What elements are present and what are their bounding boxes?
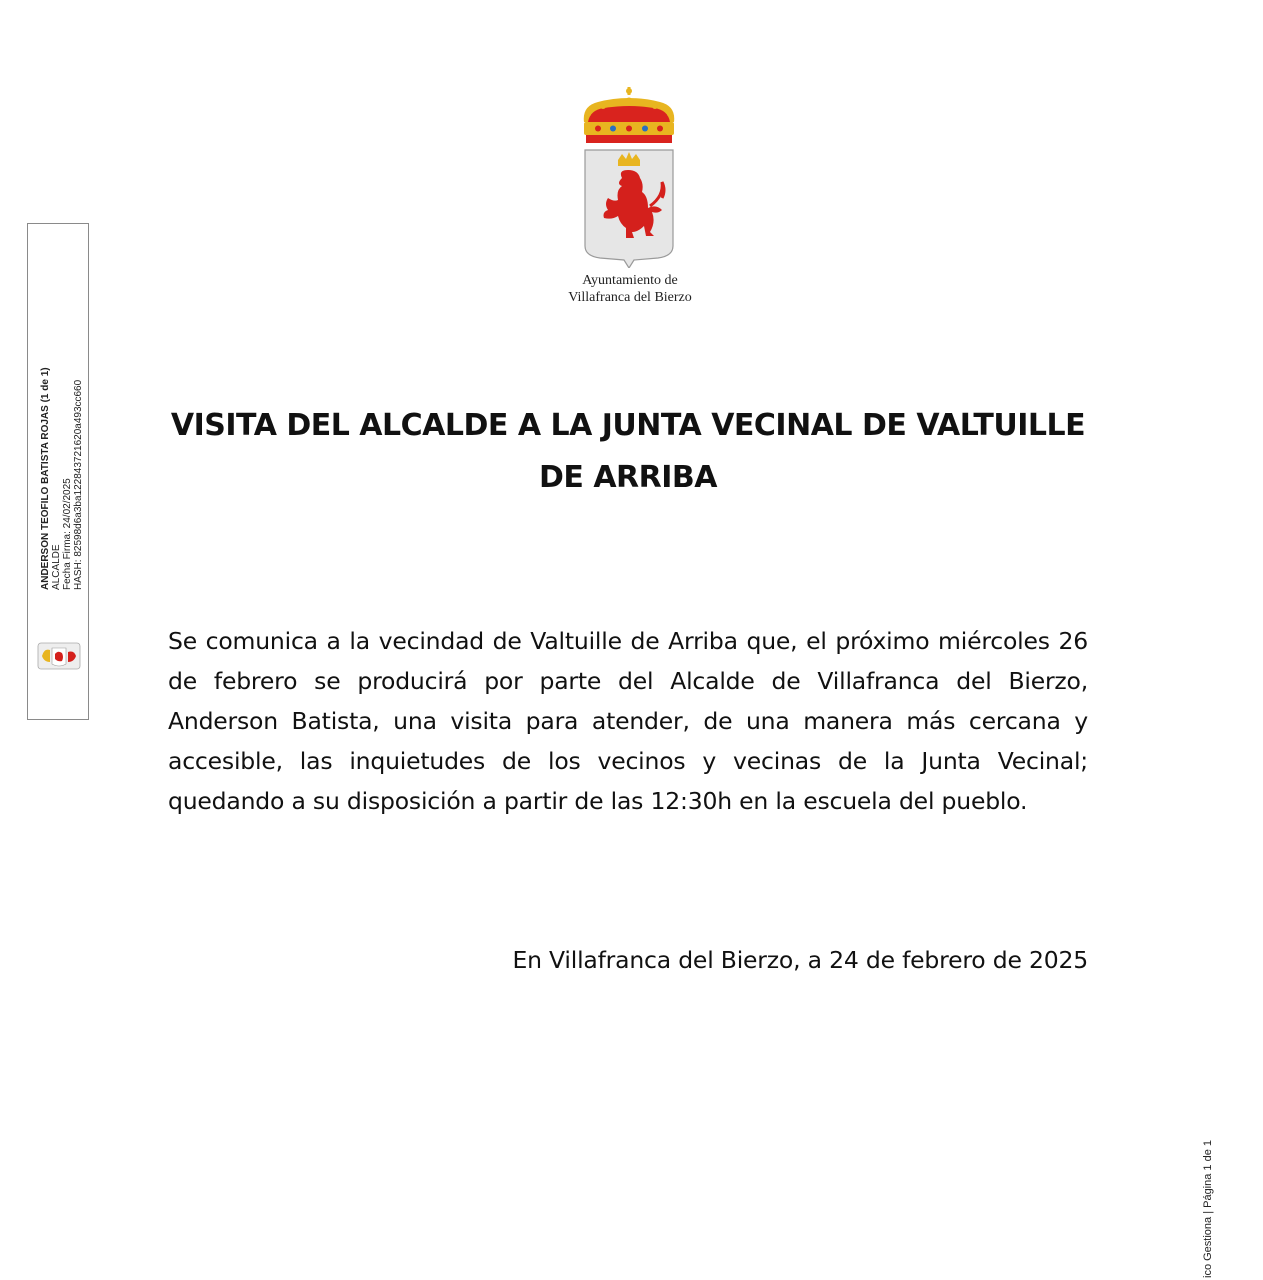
shield-icon — [585, 150, 673, 268]
document-title: VISITA DEL ALCALDE A LA JUNTA VECINAL DE VALTUILLE DE ARRIBA — [170, 408, 1086, 495]
signer-name: ANDERSON TEOFILO BATISTA ROJAS (1 de 1) — [40, 367, 51, 590]
signature-date: Fecha Firma: 24/02/2025 — [62, 478, 73, 590]
coat-of-arms-logo — [578, 86, 680, 268]
signature-hash: HASH: 82598d6a3ba122843721620a493cc660 — [73, 379, 84, 590]
crown-icon — [584, 87, 674, 143]
signature-coat-icon — [36, 640, 82, 672]
page-footer: ico Gestiona | Página 1 de 1 — [1202, 1139, 1214, 1278]
notice-paragraph: Se comunica a la vecindad de Valtuille de Arriba que, el próximo miércoles 26 de febrero se producirá por parte del Alcalde de Villafranca del Bierzo, Anderson Batista, una visita para atender, de una manera más cercana y accesible, las inquietudes de los vecinos y vecinas de la Junta Vecinal; quedando a su disposición a partir de las 12:30h en la escuela del pueblo. — [168, 627, 1088, 815]
organization-line-2: Villafranca del Bierzo — [568, 290, 692, 305]
organization-name — [530, 272, 730, 306]
signer-role: ALCALDE — [51, 544, 62, 590]
organization-line-1: Ayuntamiento de — [582, 273, 678, 288]
place-date-line: En Villafranca del Bierzo, a 24 de febrero de 2025 — [512, 946, 1088, 974]
signature-stamp-text — [40, 367, 84, 590]
